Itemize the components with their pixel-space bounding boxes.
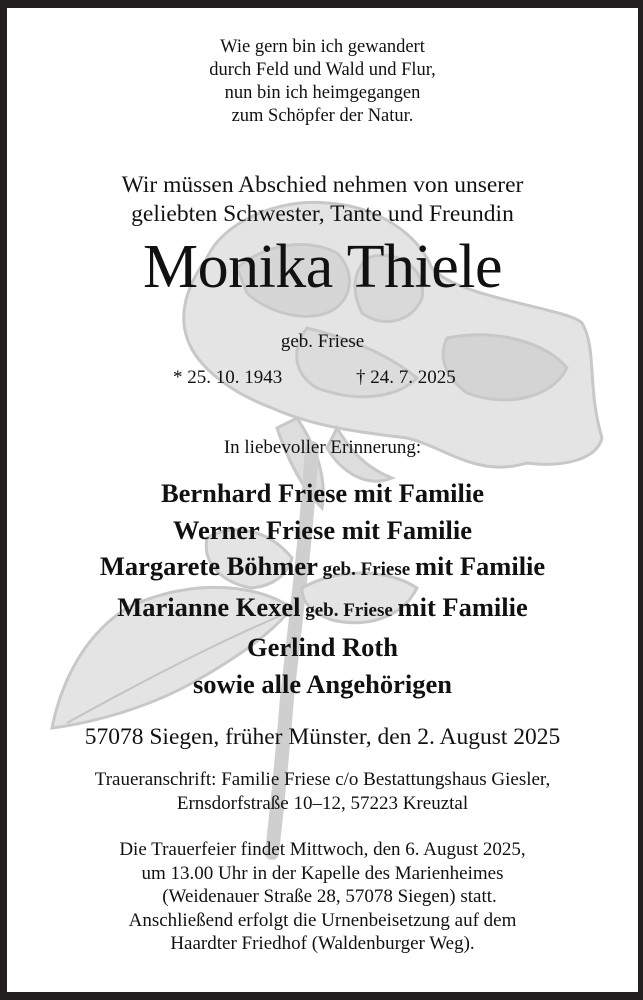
place-date: 57078 Siegen, früher Münster, den 2. August 2025 xyxy=(84,724,561,750)
death-date: † 24. 7. 2025 xyxy=(356,367,456,388)
mourner: Werner Friese mit Familie xyxy=(173,514,472,545)
address-line: Ernsdorfstraße 10–12, 57223 Kreuztal xyxy=(176,792,469,814)
poem-line: Wie gern bin ich gewandert xyxy=(220,37,425,57)
mourner: Bernhard Friese mit Familie xyxy=(160,478,485,508)
service-line: Anschließend erfolgt die Urnenbeisetzung auf dem xyxy=(128,909,517,931)
intro-line: Wir müssen Abschied nehmen von unserer xyxy=(121,172,524,198)
farewell-intro xyxy=(7,171,638,229)
deceased-name: Monika Thiele xyxy=(142,233,503,301)
mourning-address xyxy=(7,768,638,815)
service-line: Die Trauerfeier findet Mittwoch, den 6. August 2025, xyxy=(119,839,526,860)
intro-line: geliebten Schwester, Tante und Freundin xyxy=(131,201,514,227)
service-line: um 13.00 Uhr in der Kapelle des Marienheimes xyxy=(141,862,504,884)
poem-line: durch Feld und Wald und Flur, xyxy=(209,60,436,80)
poem-line: zum Schöpfer der Natur. xyxy=(231,106,414,126)
mourner xyxy=(7,589,638,630)
mourner: sowie alle Angehörigen xyxy=(192,668,453,699)
mourner: Gerlind Roth xyxy=(247,632,398,662)
poem-line: nun bin ich heimgegangen xyxy=(224,83,421,103)
service-line: Haardter Friedhof (Waldenburger Weg). xyxy=(170,933,475,954)
mourner-maiden: geb. Friese xyxy=(317,559,415,580)
memory-label: In liebevoller Erinnerung: xyxy=(223,437,422,458)
mourner-suffix: mit Familie xyxy=(414,551,546,581)
service-line: (Weidenauer Straße 28, 57078 Siegen) statt. xyxy=(162,886,497,907)
obituary-card xyxy=(7,8,638,992)
birth-date: * 25. 10. 1943 xyxy=(173,367,283,388)
poem xyxy=(7,36,638,128)
mourner-name: Margarete Böhmer xyxy=(99,551,318,581)
mourner-name: Marianne Kexel xyxy=(117,591,301,622)
mourner-suffix: mit Familie xyxy=(397,591,528,622)
mourner xyxy=(7,548,638,589)
address-line: Traueranschrift: Familie Friese c/o Bestattungshaus Giesler, xyxy=(94,769,551,790)
maiden-name: geb. Friese xyxy=(280,331,365,352)
mourner-maiden: geb. Friese xyxy=(300,599,398,621)
funeral-service-info xyxy=(7,838,638,956)
mourners-list xyxy=(7,475,638,702)
